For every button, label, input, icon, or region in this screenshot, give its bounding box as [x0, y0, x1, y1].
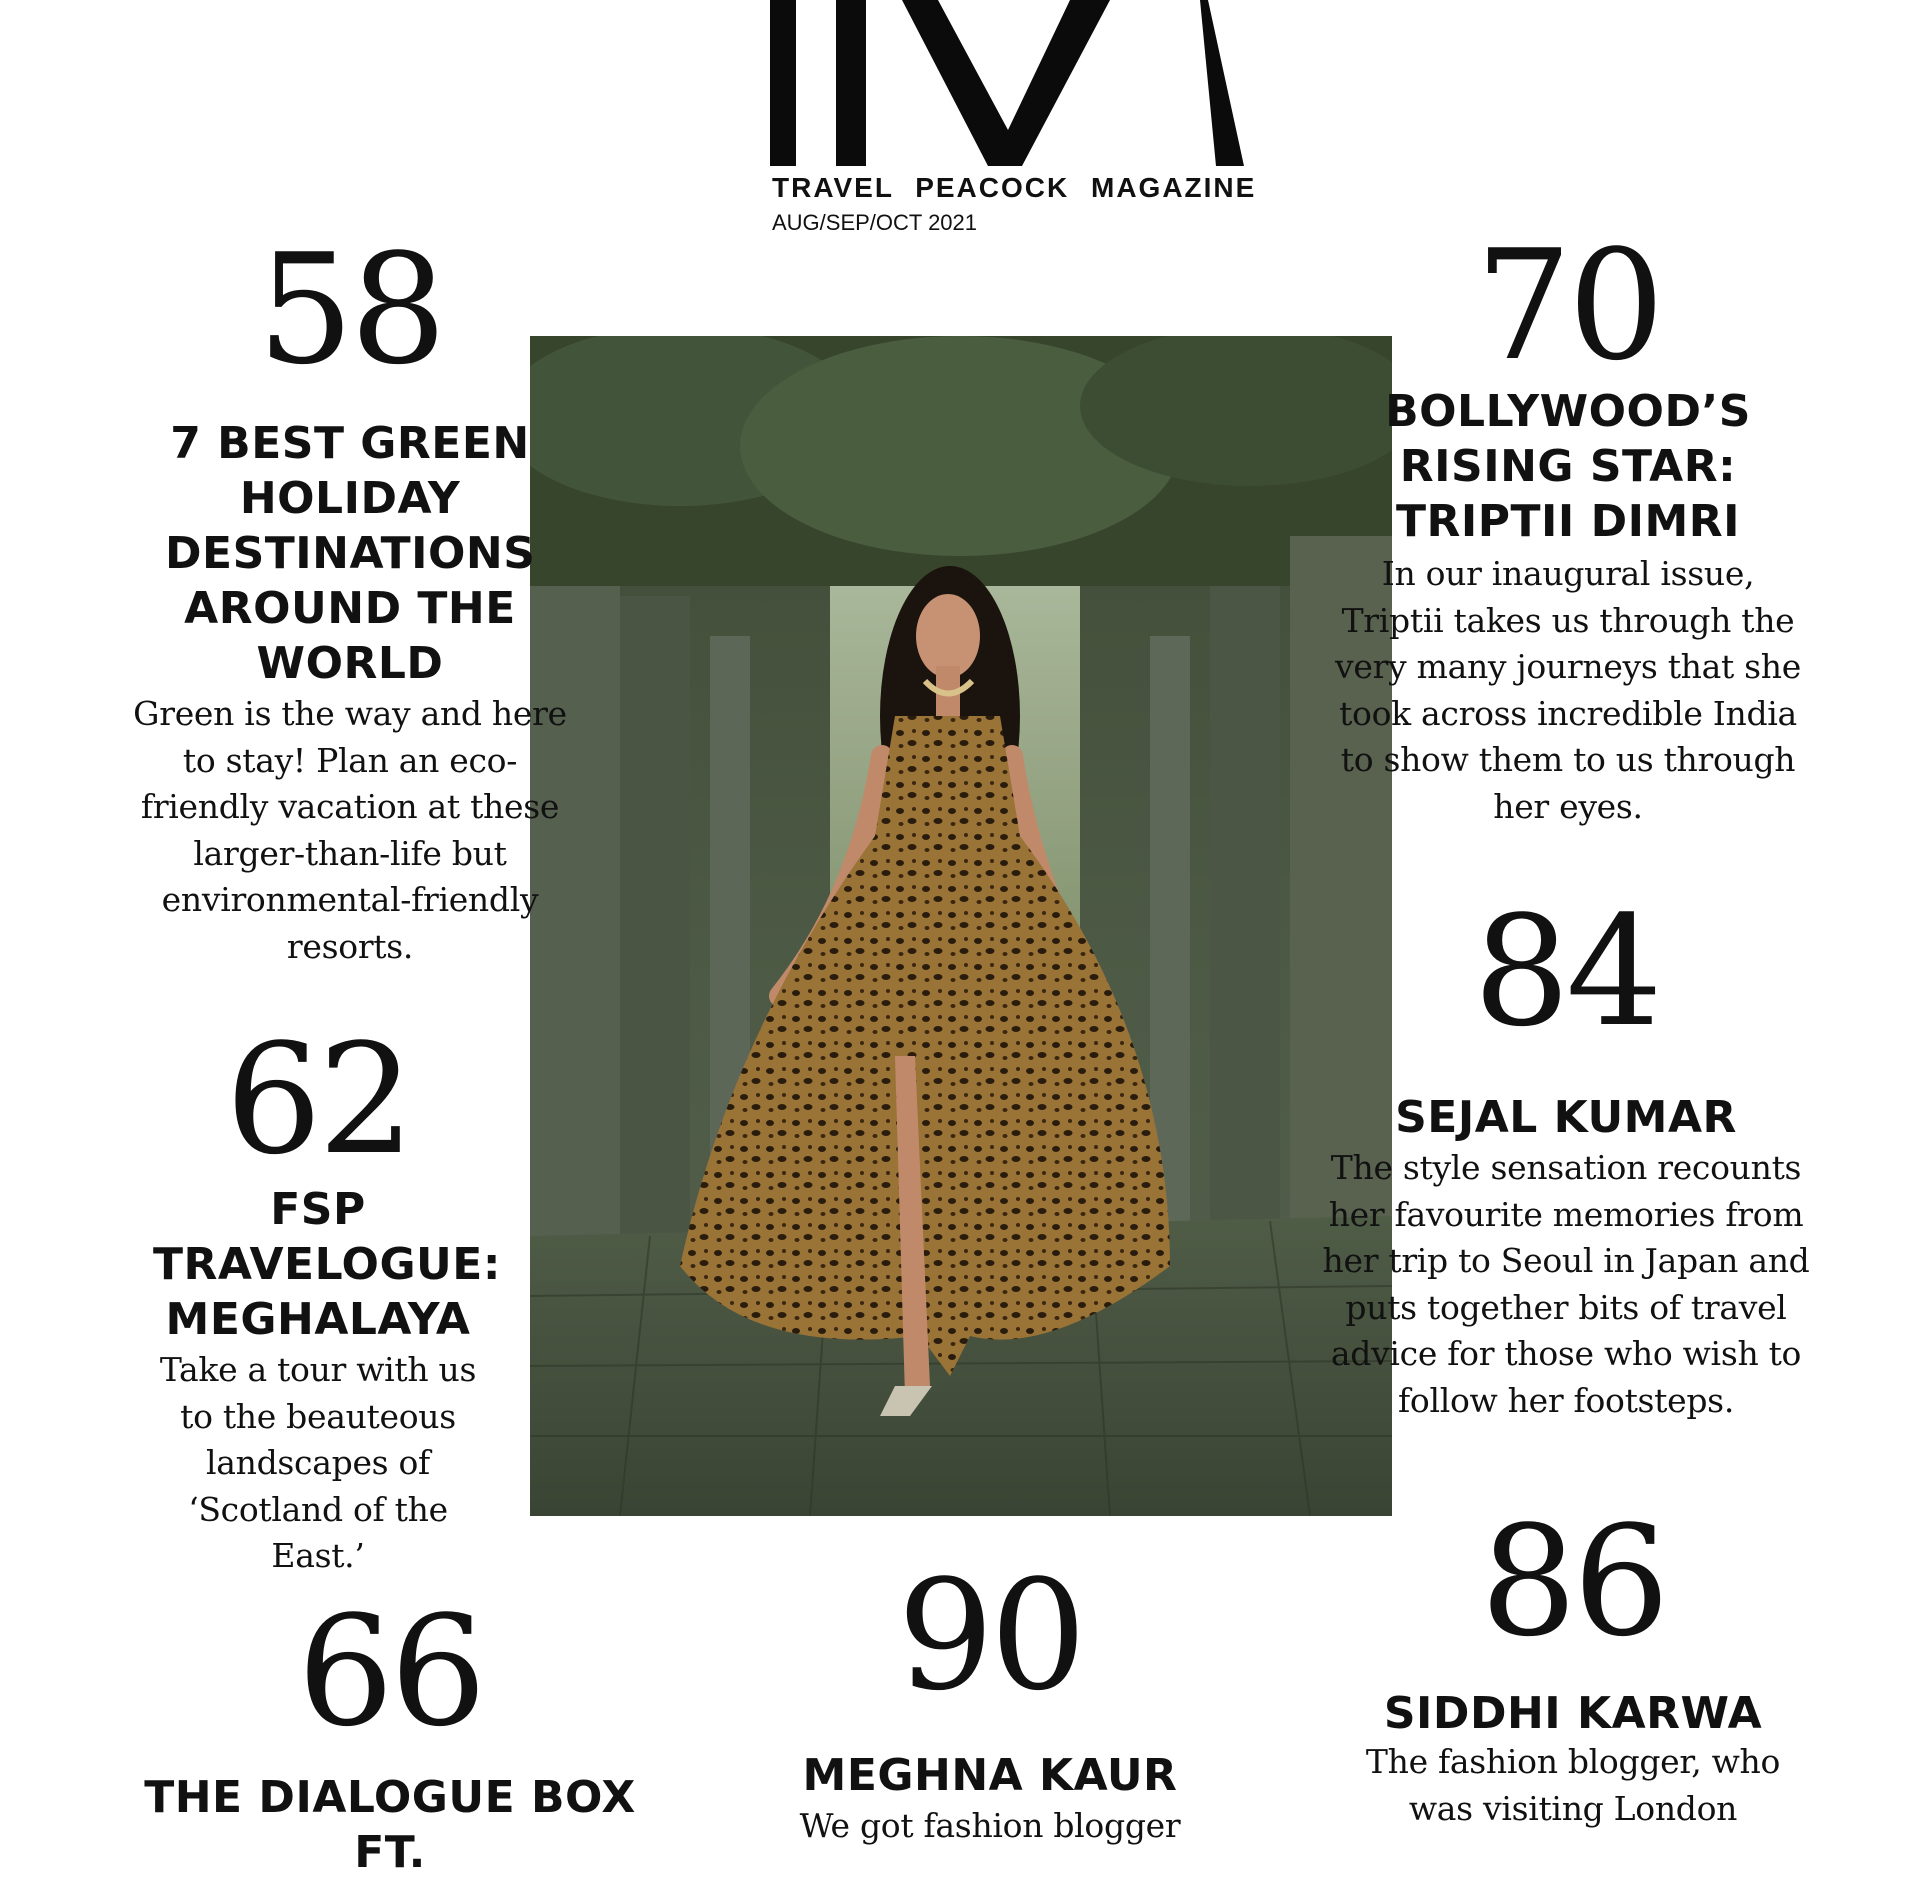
story-90: [780, 1547, 1200, 1850]
story-page-number: 62: [225, 1011, 411, 1188]
story-description: Green is the way and here to stay! Plan an eco-friendly vacation at these larger-than-life but environmental-friendly resorts.: [133, 694, 567, 966]
story-headline: 7 BEST GREEN HOLIDAY DESTINATIONS AROUND THE WORLD: [165, 418, 536, 689]
story-page-number: 90: [897, 1547, 1083, 1724]
story-62: [118, 1011, 518, 1580]
story-description: The fashion blogger, who was visiting London: [1365, 1742, 1781, 1828]
story-description: Take a tour with us to the beauteous landscapes of ‘Scotland of the East.’: [159, 1350, 477, 1575]
story-page-number: 70: [1475, 217, 1661, 394]
story-84: [1306, 883, 1826, 1424]
story-description: In our inaugural issue, Triptii takes us through the very many journeys that she took across incredible India to show them to us through her eyes.: [1335, 554, 1801, 826]
story-page-number: 58: [257, 221, 443, 398]
magazine-logo: [770, 0, 1250, 166]
story-description: The style sensation recounts her favourite memories from her trip to Seoul in Japan and puts together bits of travel advice for those who wish to follow her footsteps.: [1322, 1148, 1810, 1420]
story-70: [1326, 217, 1810, 830]
issue-date: AUG/SEP/OCT 2021: [772, 210, 978, 235]
story-page-number: 86: [1480, 1493, 1666, 1670]
story-headline: SEJAL KUMAR: [1395, 1092, 1737, 1143]
story-58: [126, 221, 574, 970]
story-headline: THE DIALOGUE BOX FT.: [144, 1772, 636, 1878]
story-66: [120, 1583, 660, 1880]
story-headline: FSP TRAVELOGUE: MEGHALAYA: [153, 1184, 501, 1345]
story-headline: MEGHNA KAUR: [802, 1750, 1178, 1801]
story-page-number: 84: [1473, 883, 1659, 1060]
story-headline: BOLLYWOOD’S RISING STAR: TRIPTII DIMRI: [1385, 386, 1751, 547]
story-headline: SIDDHI KARWA: [1383, 1688, 1763, 1739]
story-86: [1338, 1493, 1808, 1832]
story-description: We got fashion blogger: [799, 1806, 1181, 1845]
cover-photo: [530, 336, 1392, 1516]
magazine-name: TRAVEL PEACOCK MAGAZINE: [772, 172, 1257, 203]
story-page-number: 66: [297, 1583, 483, 1760]
